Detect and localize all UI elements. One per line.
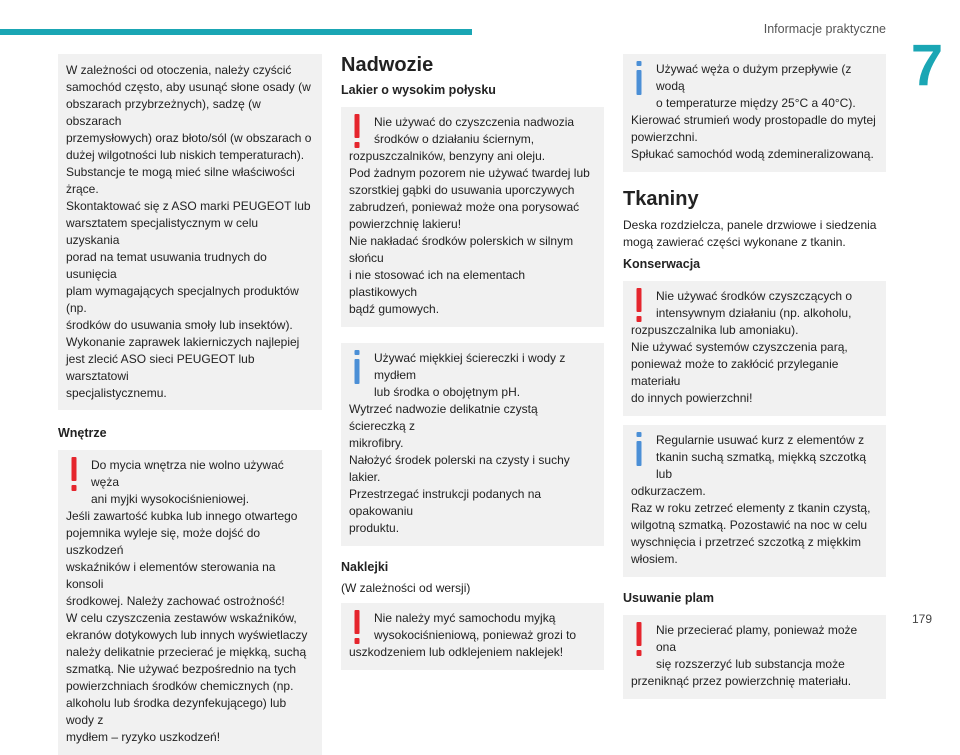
text-line: samochód często, aby usunąć słone osady (w: [66, 80, 311, 94]
text-line: Wykonanie zaprawek lakierniczych najlepiej: [66, 335, 300, 349]
text-line: Używać miękkiej ściereczki i wody z mydłem: [374, 351, 566, 382]
text-line: tkanin suchą szmatką, miękką szczotką lub: [656, 450, 867, 481]
text-line: warsztatem specjalistycznym w celu uzyskania: [66, 216, 259, 247]
text-line: dużej wilgotności lub niskich temperaturach).: [66, 148, 305, 162]
text-line: Nie używać systemów czyszczenia parą,: [631, 340, 848, 354]
header-title: Informacje praktyczne: [763, 22, 886, 36]
subheading-paint: Lakier o wysokim połysku: [341, 83, 496, 97]
warning-icon: [351, 610, 363, 646]
text-line: Nałożyć środek polerski na czysty i suchy lakier.: [349, 453, 570, 484]
subheading-stains: Usuwanie plam: [623, 591, 714, 605]
column-1: [58, 54, 322, 755]
text-line: W celu czyszczenia zestawów wskaźników,: [66, 611, 297, 625]
text-line: Nie należy myć samochodu myjką: [374, 611, 556, 625]
text-line: pojemnika wyleje się, może dojść do uszkodzeń: [66, 526, 261, 557]
text-line: Substancje te mogą mieć silne właściwości: [66, 165, 295, 179]
interior-warning-note: [58, 450, 322, 755]
text-line: Przestrzegać instrukcji podanych na opakowaniu: [349, 487, 542, 518]
care-info-note: [623, 425, 886, 577]
text-line: intensywnym działaniu (np. alkoholu,: [656, 306, 852, 320]
text-line: do innych powierzchni!: [631, 391, 753, 405]
text-line: Skontaktować się z ASO marki PEUGEOT lub: [66, 199, 311, 213]
text-line: szmatką. Nie używać bezpośrednio na tych: [66, 662, 297, 676]
text-line: Kierować strumień wody prostopadle do mytej: [631, 113, 876, 127]
text-line: Nie używać do czyszczenia nadwozia: [374, 115, 575, 129]
text-line: przeniknąć przez powierzchnię materiału.: [631, 674, 852, 688]
care-warning-note: [623, 281, 886, 416]
text-line: szorstkiej gąbki do usuwania uporczywych: [349, 183, 575, 197]
text-line: zabrudzeń, ponieważ może ona porysować: [349, 200, 580, 214]
text-line: Nie nakładać środków polerskich w silnym słońcu: [349, 234, 574, 265]
text-line: żrące.: [66, 182, 99, 196]
stains-warning-note: [623, 615, 886, 699]
text-line: ponieważ może to zakłócić przyleganie materiału: [631, 357, 839, 388]
text-line: produktu.: [349, 521, 400, 535]
text-line: wysokociśnieniową, ponieważ grozi to: [374, 628, 577, 642]
paint-warning-note: [341, 107, 604, 327]
text-line: Regularnie usuwać kurz z elementów z: [656, 433, 865, 447]
warning-icon: [633, 288, 645, 324]
text-line: jest zlecić ASO sieci PEUGEOT lub warsztatowi: [66, 352, 255, 383]
warning-icon: [68, 457, 80, 493]
text-line: środków do usuwania smoły lub insektów).: [66, 318, 293, 332]
text-line: Raz w roku zetrzeć elementy z tkanin czystą,: [631, 501, 871, 515]
text-line: porad na temat usuwania trudnych do usunięcia: [66, 250, 267, 281]
text-line: powierzchni.: [631, 130, 698, 144]
corrosion-info-box: [58, 54, 322, 410]
paint-info-note: [341, 343, 604, 546]
text-line: wskaźników i elementów sterowania na konsoli: [66, 560, 276, 591]
text-line: rozpuszczalnika lub amoniaku).: [631, 323, 799, 337]
stickers-warning-note: [341, 603, 604, 670]
stickers-version-note: (W zależności od wersji): [341, 581, 471, 595]
text-line: wilgotną szmatką. Pozostawić na noc w celu: [631, 518, 868, 532]
subheading-stickers: Naklejki: [341, 560, 389, 574]
text-line: i nie stosować ich na elementach plastikowych: [349, 268, 526, 299]
text-line: alkoholu lub środka dezynfekującego) lub wody z: [66, 696, 287, 727]
column-3: [623, 54, 886, 699]
text-line: środków o działaniu ściernym,: [374, 132, 535, 146]
section-heading-fabrics: Tkaniny: [623, 188, 699, 210]
text-line: mogą zawierać części wykonane z tkanin.: [623, 235, 846, 249]
warning-icon: [351, 114, 363, 150]
text-line: W zależności od otoczenia, należy czyścić: [66, 63, 292, 77]
text-line: rozpuszczalników, benzyny ani oleju.: [349, 149, 546, 163]
text-line: plam wymagających specjalnych produktów (np.: [66, 284, 299, 315]
text-line: środkowej. Należy zachować ostrożność!: [66, 594, 285, 608]
section-heading-interior: Wnętrze: [58, 426, 107, 440]
text-line: obszarach przybrzeżnych), sadzę (w obszarach: [66, 97, 261, 128]
text-line: uszkodzeniem lub odklejeniem naklejek!: [349, 645, 564, 659]
subheading-care: Konserwacja: [623, 257, 701, 271]
text-line: odkurzaczem.: [631, 484, 706, 498]
text-line: Pod żadnym pozorem nie używać twardej lub: [349, 166, 590, 180]
fabrics-intro: [623, 217, 886, 251]
text-line: ekranów dotykowych lub innych wyświetlaczy: [66, 628, 308, 642]
section-heading-body: Nadwozie: [341, 54, 434, 76]
page-number: 179: [911, 612, 932, 626]
text-line: mikrofibry.: [349, 436, 404, 450]
text-line: Deska rozdzielcza, panele drzwiowe i siedzenia: [623, 218, 877, 232]
info-icon: [351, 350, 363, 386]
info-icon: [633, 61, 645, 97]
text-line: przemysłowych) oraz błoto/sól (w obszarach o: [66, 131, 312, 145]
hose-info-note: [623, 54, 886, 172]
text-line: Nie przecierać plamy, ponieważ może ona: [656, 623, 858, 654]
text-line: włosiem.: [631, 552, 678, 566]
text-line: Używać węża o dużym przepływie (z wodą: [656, 62, 852, 93]
text-line: wyschnięcia i przetrzeć szczotką z miękkim: [631, 535, 862, 549]
warning-icon: [633, 622, 645, 658]
chapter-number: 7: [910, 33, 944, 98]
text-line: powierzchniach środków chemicznych (np.: [66, 679, 294, 693]
text-line: powierzchnię lakieru!: [349, 217, 462, 231]
text-line: Wytrzeć nadwozie delikatnie czystą ściereczką z: [349, 402, 538, 433]
column-2: [341, 54, 604, 670]
text-line: o temperaturze między 25°C a 40°C).: [656, 96, 856, 110]
text-line: Jeśli zawartość kubka lub innego otwartego: [66, 509, 298, 523]
text-line: specjalistycznemu.: [66, 386, 167, 400]
text-line: Spłukać samochód wodą zdemineralizowaną.: [631, 147, 874, 161]
text-line: należy delikatnie przecierać je miękką, suchą: [66, 645, 307, 659]
header-accent-bar: [0, 29, 472, 35]
text-line: Nie używać środków czyszczących o: [656, 289, 853, 303]
text-line: mydłem – ryzyko uszkodzeń!: [66, 730, 221, 744]
text-line: lub środka o obojętnym pH.: [374, 385, 521, 399]
text-line: ani myjki wysokociśnieniowej.: [91, 492, 250, 506]
text-line: bądź gumowych.: [349, 302, 440, 316]
info-icon: [633, 432, 645, 468]
text-line: Do mycia wnętrza nie wolno używać węża: [91, 458, 284, 489]
text-line: się rozszerzyć lub substancja może: [656, 657, 845, 671]
